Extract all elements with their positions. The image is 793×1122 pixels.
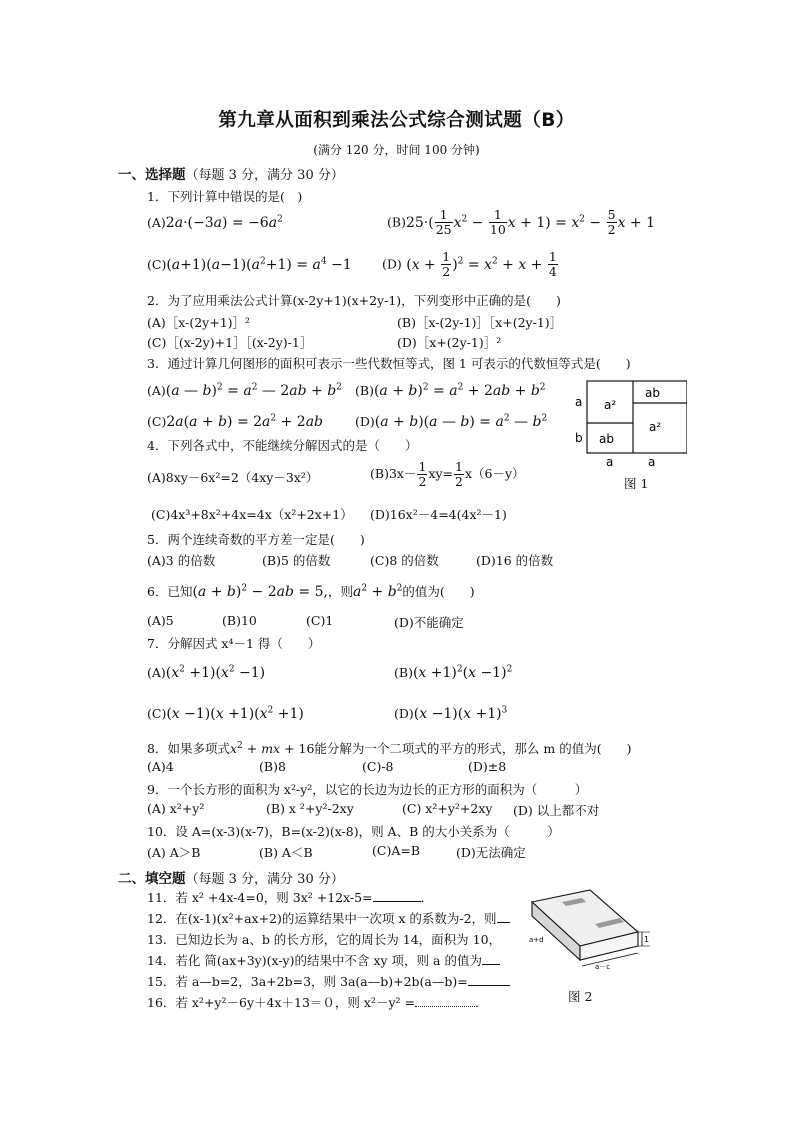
question-4-option-d: (D)16x²－4=4(4x²－1) [370, 507, 507, 522]
question-15: 15．若 a—b=2，3a+2b=3，则 3a(a—b)+2b(a—b)= [147, 972, 535, 990]
question-2-stem: 2．为了应用乘法公式计算(x-2y+1)(x+2y-1)，下列变形中正确的是( ) [147, 293, 561, 308]
section-note: （每题 3 分，满分 30 分） [185, 168, 344, 183]
question-1-stem: 1．下列计算中错误的是( ) [147, 189, 303, 204]
fig1-cell-ab-bottom: ab [599, 432, 614, 446]
question-6-option-a: (A)5 [147, 613, 174, 628]
question-3-stem: 3．通过计算几何图形的面积可表示一些代数恒等式，图 1 可表示的代数恒等式是( ) [147, 356, 631, 371]
question-1-option-a: $(A)2a\cdot(-3a) = -6a^2$ [147, 214, 283, 231]
question-7-option-b: $(B)(x +1)^2(x -1)^2$ [394, 664, 513, 681]
question-9-option-c: (C) x²+y²+2xy [402, 801, 493, 816]
question-8-option-c: (C)-8 [362, 759, 394, 774]
question-5-option-c: (C)8 的倍数 [370, 553, 439, 568]
page-subtitle: (满分 120 分，时间 100 分钟) [313, 143, 480, 157]
figure-2-book-diagram [510, 880, 680, 1005]
question-7-option-d: $(D)(x -1)(x +1)^3$ [394, 705, 508, 722]
question-1-option-b: (B)25·( $\frac{1}{25}$ $x^2$ − $\frac{1}{10}$ $x + 1) = x^2$ − $\frac{5}{2}$ x + 1 [387, 207, 656, 237]
question-9-stem: 9．一个长方形的面积为 x²-y²，以它的长边为边长的正方形的面积为（ ） [147, 782, 588, 797]
section-name: 填空题 [145, 871, 186, 887]
question-1-option-d: (D) (x + $\frac{1}{2}$ )$^2 = x^2 + x$ + $\frac{1}{4}$ [382, 249, 557, 279]
question-6-option-b: (B)10 [222, 613, 257, 628]
section-number: 二、 [118, 871, 145, 887]
question-3-option-c: $(C)2a(a + b) = 2a^2 + 2ab$ [147, 413, 323, 430]
answer-blank-14[interactable] [482, 952, 500, 965]
question-5-option-d: (D)16 的倍数 [476, 553, 554, 568]
question-9-option-a: (A) x²+y² [147, 801, 205, 816]
answer-blank-11[interactable] [373, 889, 421, 902]
question-4-stem: 4．下列各式中，不能继续分解因式的是（ ） [147, 438, 418, 453]
fig1-cell-ab-top: ab [645, 386, 660, 400]
question-8-option-d: (D)±8 [468, 759, 507, 774]
question-5-option-a: (A)3 的倍数 [147, 553, 216, 568]
question-6-option-d: (D)不能确定 [394, 615, 464, 630]
fig1-cell-a2-top: a² [604, 398, 617, 412]
question-7-option-a: $(A)(x^2 +1)(x^2 -1)$ [147, 664, 266, 681]
question-8-stem: 8．如果多项式$x^2$ + mx + 16能分解为一个二项式的平方的形式，那么 m 的值为( ) [147, 740, 632, 756]
question-2-option-c: (C)［(x-2y)+1］［(x-2y)-1］ [147, 335, 313, 350]
question-5-stem: 5．两个连续奇数的平方差一定是( ) [147, 532, 365, 547]
section-choice-heading [118, 163, 344, 183]
question-3-option-a: (A)(a — $b)^2 = a^2$ — $2ab + b^2$ [147, 382, 342, 399]
fig1-label-left-a: a [575, 395, 583, 409]
question-14: 14．若化 简(ax+3y)(x-y)的结果中不含 xy 项，则 a 的值为 [147, 951, 500, 969]
question-6-option-c: (C)1 [306, 613, 334, 628]
fig2-label-thickness: 1 [644, 935, 650, 944]
question-4-option-a: (A)8xy－6x²=2（4xy－3x²） [147, 470, 319, 485]
question-13: 13．已知边长为 a、b 的长方形，它的周长为 14，面积为 10， [147, 932, 502, 947]
question-4-option-c: (C)4x³+8x²+4x=4x（x²+2x+1） [151, 507, 353, 522]
fig2-label-width: a+d [529, 936, 544, 944]
question-11: 11．若 x² +4x-4=0，则 3x² +12x-5= ． [147, 890, 434, 905]
question-2-option-a: (A)［x-(2y+1)］² [147, 315, 251, 330]
answer-blank-16[interactable] [415, 994, 475, 1007]
fig2-label-length: a－c [595, 963, 611, 971]
question-10-option-c: (C)A=B [372, 843, 421, 858]
page-title: 第九章从面积到乘法公式综合测试题（B） [218, 110, 575, 131]
fig1-label-bottom-a1: a [606, 455, 614, 469]
question-10-option-a: (A) A＞B [147, 845, 201, 860]
question-10-option-d: (D)无法确定 [456, 845, 526, 860]
fig1-label-bottom-a2: a [648, 455, 656, 469]
question-5-option-b: (B)5 的倍数 [262, 553, 331, 568]
question-2-option-b: (B)［x-(2y-1)］［x+(2y-1)］ [397, 315, 563, 330]
section-fill-heading [118, 867, 344, 887]
question-10-option-b: (B) A＜B [259, 845, 313, 860]
question-9-option-d: (D) 以上都不对 [513, 803, 600, 818]
section-number: 一、 [118, 167, 145, 183]
question-1-option-c: $(C)(a+1)(a-1)(a^2+1) = a^4 -1$ [147, 256, 352, 273]
section-name: 选择题 [145, 167, 186, 183]
question-7-option-c: $(C)(x -1)(x +1)(x^2 +1)$ [147, 705, 304, 722]
fig1-cell-a2-bottom: a² [649, 420, 662, 434]
figure-2-caption: 图 2 [568, 989, 593, 1004]
question-6-stem: 6．已知$(a + b)^2 - 2ab = 5$,，则$a^2 + b^2$的值为( ) [147, 583, 475, 600]
question-8-option-a: (A)4 [147, 759, 174, 774]
question-7-stem: 7．分解因式 x⁴－1 得（ ） [147, 636, 321, 651]
fig1-label-left-b: b [575, 431, 583, 445]
question-8-option-b: (B)8 [259, 759, 286, 774]
question-3-option-d: (D)(a + b)(a — $b) = a^2$ — $b^2$ [355, 413, 548, 430]
section-note: （每题 3 分，满分 30 分） [185, 872, 344, 887]
question-16: 16．若 x²+y²－6y＋4x＋13＝０，则 x²－y² = ． [147, 995, 488, 1010]
question-10-stem: 10．设 A=(x-3)(x-7)，B=(x-2)(x-8)，则 A、B 的大小关系为（ ） [147, 824, 560, 839]
question-12: 12．在(x-1)(x²+ax+2)的运算结果中一次项 x 的系数为-2，则 [147, 909, 513, 927]
figure-1-caption: 图 1 [624, 476, 649, 491]
question-9-option-b: (B) x ²+y²-2xy [266, 801, 354, 816]
question-2-option-d: (D)［x+(2y-1)］² [397, 335, 502, 350]
question-3-option-b: $(B)(a + b)^2 = a^2 + 2ab + b^2$ [355, 382, 546, 399]
question-4-option-b: (B)3x－ $\frac{1}{2}$ xy= $\frac{1}{2}$ x（6－y） [370, 459, 525, 489]
